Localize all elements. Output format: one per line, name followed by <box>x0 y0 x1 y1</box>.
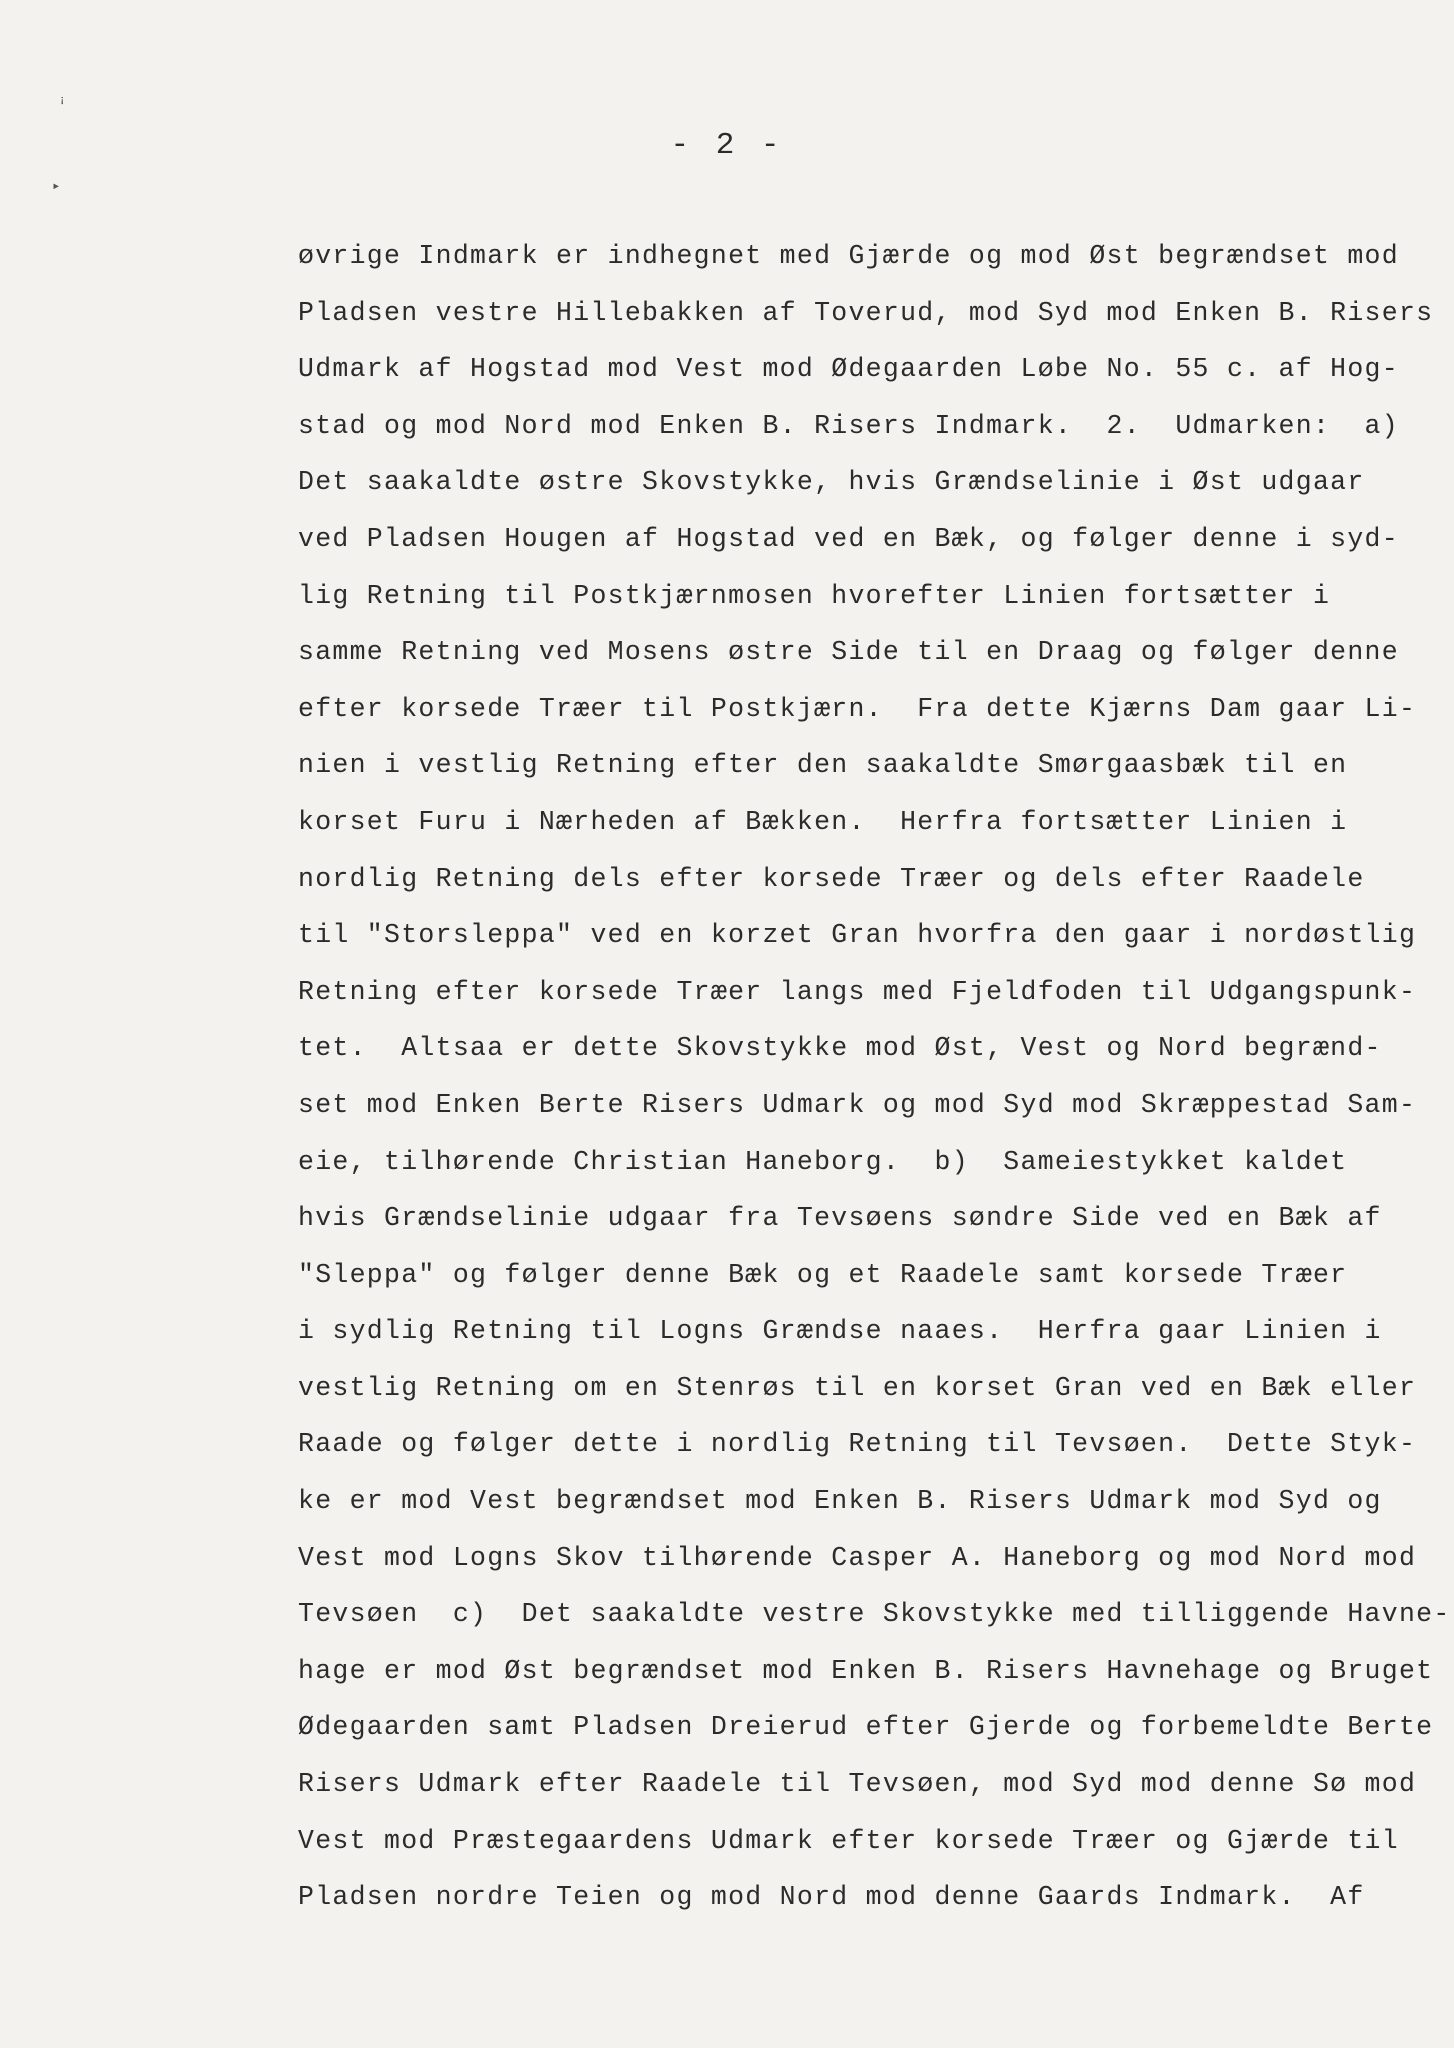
text-line: Tevsøen c) Det saakaldte vestre Skovstykke med tilliggende Havne- <box>298 1599 1451 1630</box>
text-line: Udmark af Hogstad mod Vest mod Ødegaarden Løbe No. 55 c. af Hog- <box>298 354 1399 385</box>
text-line: nordlig Retning dels efter korsede Træer og dels efter Raadele <box>298 863 1365 894</box>
text-line: Risers Udmark efter Raadele til Tevsøen, mod Syd mod denne Sø mod <box>298 1769 1417 1800</box>
text-line: Pladsen vestre Hillebakken af Toverud, mod Syd mod Enken B. Risers <box>298 297 1434 328</box>
text-line: korset Furu i Nærheden af Bækken. Herfra fortsætter Linien i <box>298 806 1348 837</box>
text-line: i sydlig Retning til Logns Grændse naaes. Herfra gaar Linien i <box>298 1316 1382 1347</box>
body-text <box>298 228 1451 1926</box>
text-line: ved Pladsen Hougen af Hogstad ved en Bæk, og følger denne i syd- <box>298 523 1399 554</box>
text-line: hvis Grændselinie udgaar fra Tevsøens søndre Side ved en Bæk af <box>298 1203 1382 1234</box>
text-line: tet. Altsaa er dette Skovstykke mod Øst, Vest og Nord begrænd- <box>298 1033 1382 1064</box>
text-line: øvrige Indmark er indhegnet med Gjærde og mod Øst begrændset mod <box>298 241 1399 271</box>
text-line: Ødegaarden samt Pladsen Dreierud efter Gjerde og forbemeldte Berte <box>298 1712 1434 1743</box>
text-line: nien i vestlig Retning efter den saakaldte Smørgaasbæk til en <box>298 750 1348 781</box>
text-line: Vest mod Logns Skov tilhørende Casper A. Haneborg og mod Nord mod <box>298 1542 1417 1573</box>
text-line: hage er mod Øst begrændset mod Enken B. Risers Havnehage og Bruget <box>298 1655 1434 1686</box>
text-line: eie, tilhørende Christian Haneborg. b) Sameiestykket kaldet <box>298 1146 1348 1177</box>
text-line: efter korsede Træer til Postkjærn. Fra dette Kjærns Dam gaar Li- <box>298 693 1417 724</box>
margin-mark: ꜟ <box>58 96 67 112</box>
text-line: Raade og følger dette i nordlig Retning til Tevsøen. Dette Styk- <box>298 1429 1417 1460</box>
text-line: til "Storsleppa" ved en korzet Gran hvorfra den gaar i nordøstlig <box>298 920 1417 951</box>
text-line: Vest mod Præstegaardens Udmark efter korsede Træer og Gjærde til <box>298 1825 1399 1856</box>
text-line: Det saakaldte østre Skovstykke, hvis Grændselinie i Øst udgaar <box>298 467 1365 498</box>
text-line: set mod Enken Berte Risers Udmark og mod Syd mod Skræppestad Sam- <box>298 1089 1417 1120</box>
text-line: Retning efter korsede Træer langs med Fjeldfoden til Udgangspunk- <box>298 976 1417 1007</box>
text-line: stad og mod Nord mod Enken B. Risers Indmark. 2. Udmarken: a) <box>298 410 1399 441</box>
margin-mark: ▸ <box>52 179 61 195</box>
text-line: lig Retning til Postkjærnmosen hvorefter Linien fortsætter i <box>298 580 1331 611</box>
page-number: - 2 - <box>670 128 784 163</box>
text-line: ke er mod Vest begrændset mod Enken B. Risers Udmark mod Syd og <box>298 1486 1382 1517</box>
text-line: Pladsen nordre Teien og mod Nord mod denne Gaards Indmark. Af <box>298 1882 1365 1913</box>
text-line: samme Retning ved Mosens østre Side til en Draag og følger denne <box>298 637 1399 668</box>
text-line: vestlig Retning om en Stenrøs til en korset Gran ved en Bæk eller <box>298 1372 1417 1403</box>
text-line: "Sleppa" og følger denne Bæk og et Raadele samt korsede Træer <box>298 1259 1348 1290</box>
